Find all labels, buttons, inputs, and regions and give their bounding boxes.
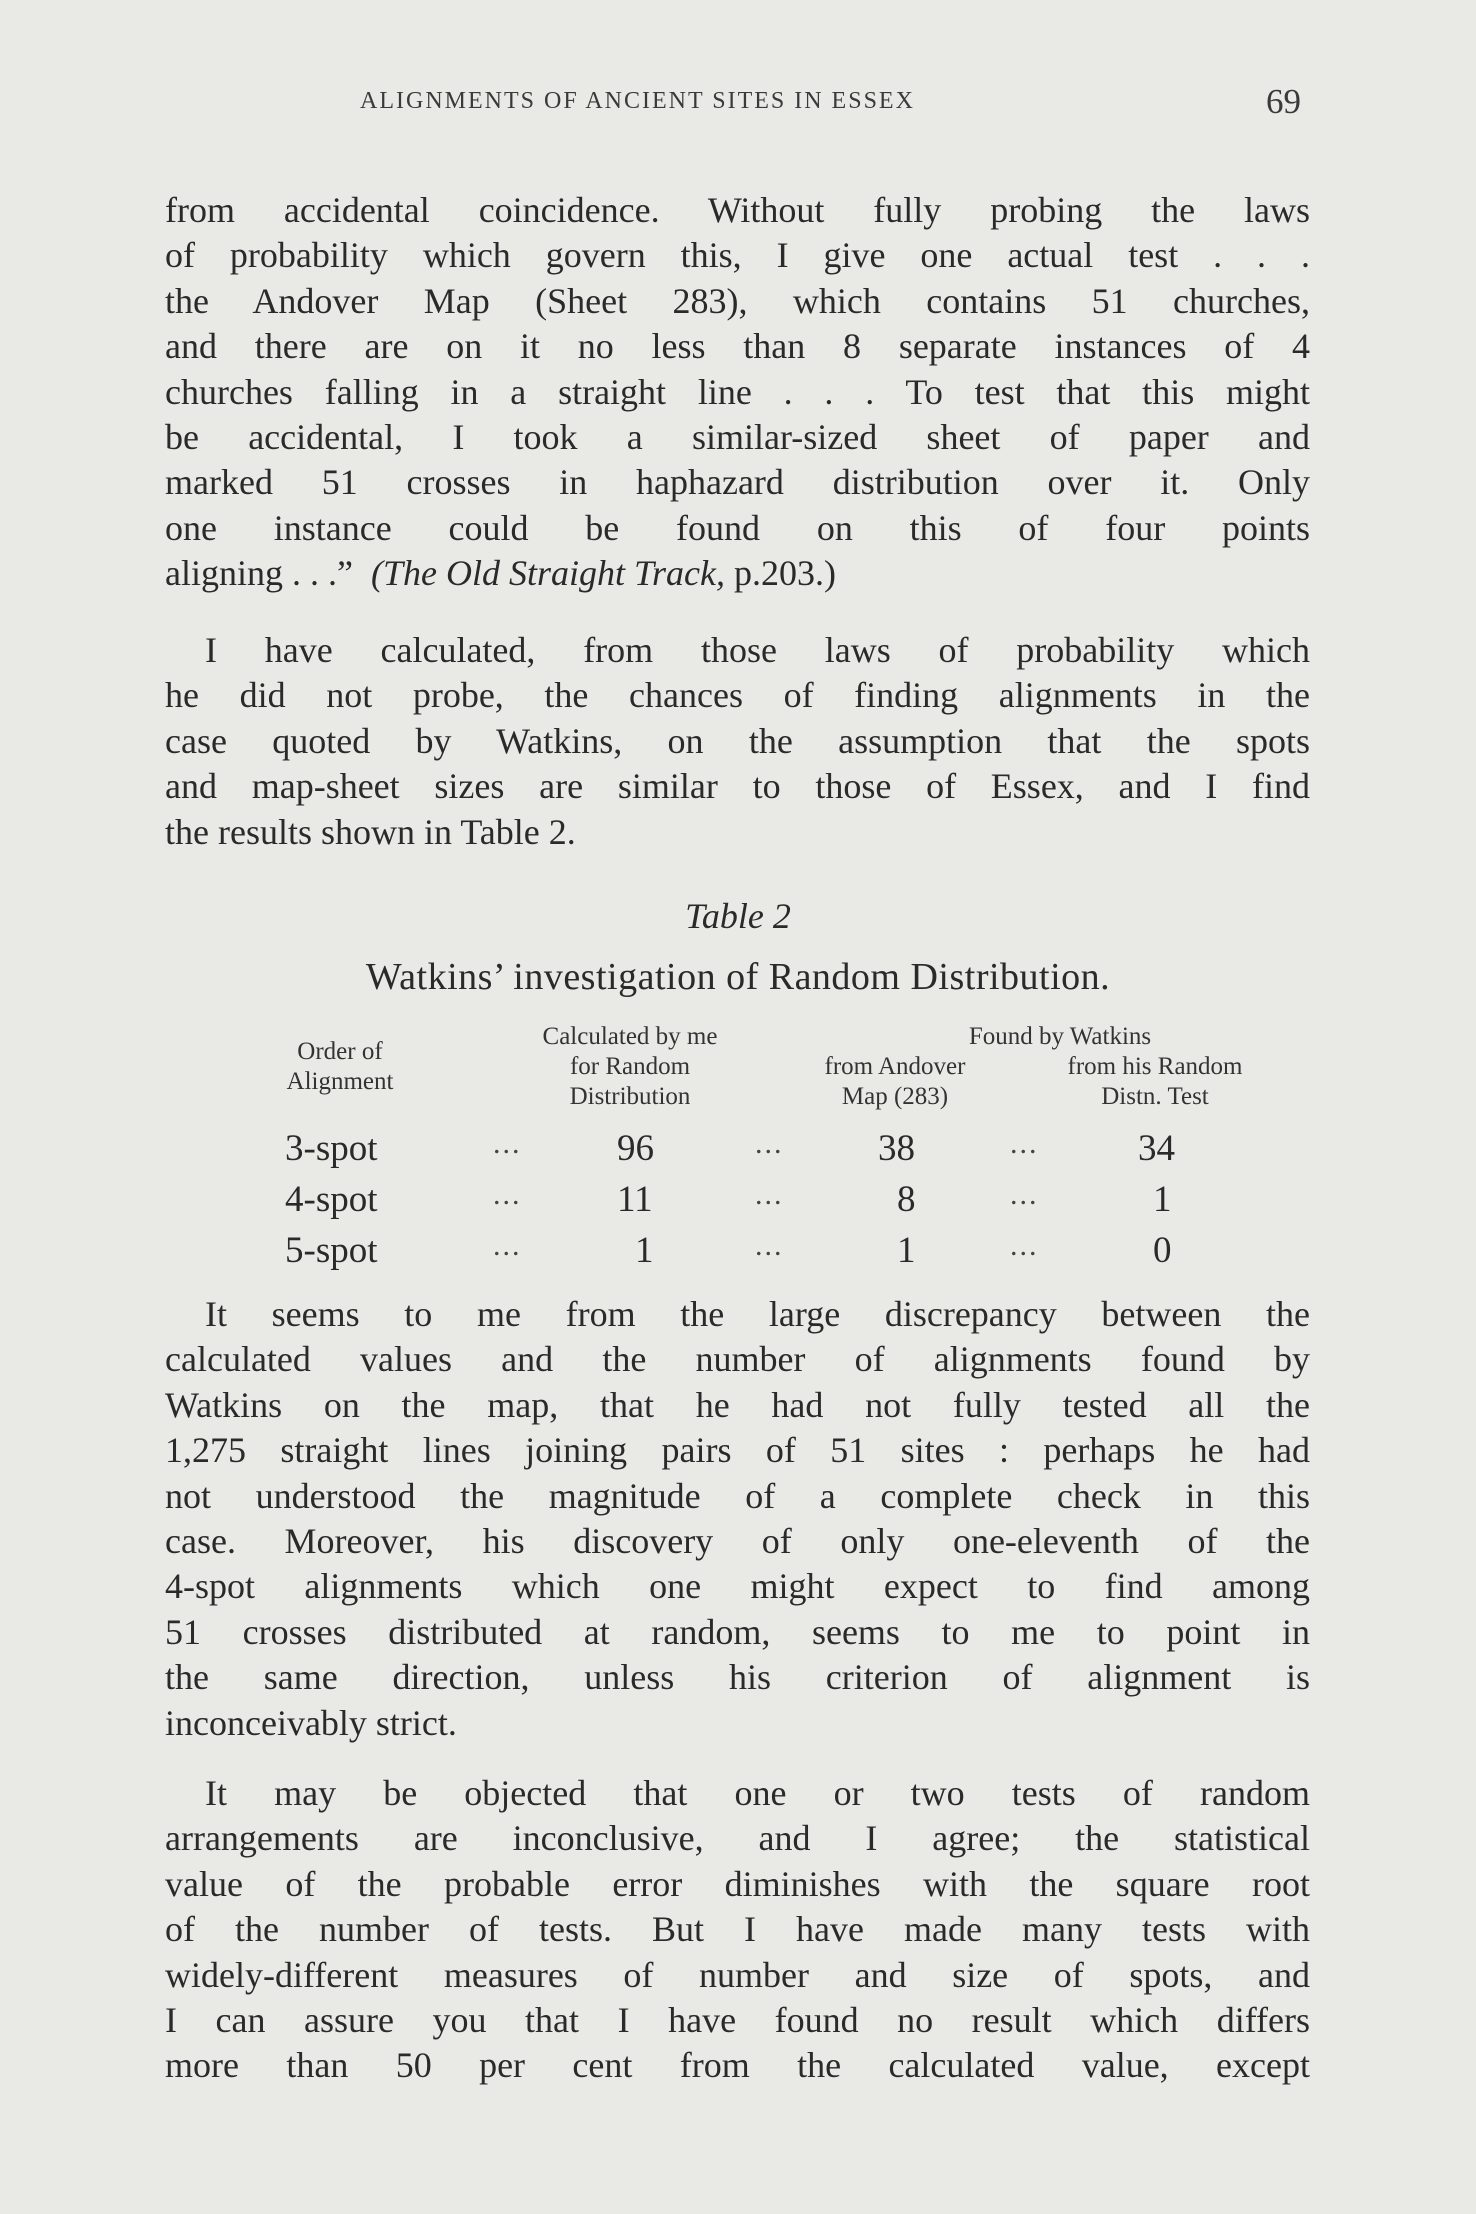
header-order-of-alignment [240,1037,440,1097]
leader-dots: ... [755,1178,784,1211]
text-line: widely-different measures of number and size of spots, and [165,1954,1310,1995]
text-line: calculated values and the number of alignments found by [165,1339,1310,1380]
header-from-andover [770,1052,1020,1112]
cell-andover: 38 [878,1128,915,1169]
text-line: case. Moreover, his discovery of only one-eleventh of the [165,1521,1310,1562]
cell-andover: 1 [897,1230,916,1271]
leader-dots: ... [755,1127,784,1160]
leader-dots: ... [493,1229,522,1262]
cell-random: 1 [1153,1179,1172,1220]
text-line: 4-spot alignments which one might expect to find among [165,1566,1310,1607]
header-found-by-watkins: Found by Watkins [968,1023,1152,1050]
text-line: I can assure you that I have found no result which differs [165,2000,1310,2041]
header-line: from Andover [824,1053,966,1080]
cell-calculated: 1 [635,1230,654,1271]
running-head: ALIGNMENTS OF ANCIENT SITES IN ESSEX [360,88,915,114]
header-line: from his Random [1067,1053,1243,1080]
header-line: Calculated by me [542,1023,718,1050]
cell-order: 5-spot [285,1230,378,1271]
leader-dots: ... [1010,1127,1039,1160]
text-line: not understood the magnitude of a complete check in this [165,1475,1310,1516]
leader-dots: ... [1010,1178,1039,1211]
header-calculated [480,1022,780,1112]
header-line: Distribution [569,1083,691,1110]
text-line: more than 50 per cent from the calculated value, except [165,2045,1310,2086]
cell-order: 3-spot [285,1128,378,1169]
text-line: of probability which govern this, I give one actual test . . . [165,235,1310,276]
text-line: It seems to me from the large discrepancy between the [205,1294,1310,1334]
text-line: one instance could be found on this of four points [165,507,1310,548]
paragraph-3 [165,1292,1310,1746]
page-number: 69 [1266,82,1301,121]
cell-random: 0 [1153,1230,1172,1271]
leader-dots: ... [755,1229,784,1262]
header-line: Map (283) [841,1083,949,1110]
text-line: and map-sheet sizes are similar to those of Essex, and I find [165,766,1310,807]
text-line: he did not probe, the chances of finding alignments in the [165,675,1310,716]
text-line: be accidental, I took a similar-sized sheet of paper and [165,417,1310,458]
text-line: and there are on it no less than 8 separate instances of 4 [165,326,1310,367]
header-line: Distn. Test [1101,1083,1209,1110]
text-line: marked 51 crosses in haphazard distribution over it. Only [165,462,1310,503]
text-line [165,551,1310,596]
header-line: Alignment [286,1068,394,1095]
text-line: of the number of tests. But I have made many tests with [165,1909,1310,1950]
text-line: Watkins on the map, that he had not fully tested all the [165,1384,1310,1425]
cell-calculated: 11 [617,1179,653,1220]
text-line: arrangements are inconclusive, and I agree; the statistical [165,1818,1310,1859]
text-line: churches falling in a straight line . . . To test that this might [165,371,1310,412]
paragraph-2 [165,628,1310,855]
text-line: 51 crosses distributed at random, seems to me to point in [165,1611,1310,1652]
paragraph-1 [165,188,1310,597]
table-caption: Table 2 [685,896,791,936]
text-line: I have calculated, from those laws of probability which [205,630,1310,670]
cell-order: 4-spot [285,1179,378,1220]
text-line: It may be objected that one or two tests of random [205,1773,1310,1813]
paragraph-4 [165,1771,1310,2089]
text-line: case quoted by Watkins, on the assumption that the spots [165,720,1310,761]
leader-dots: ... [493,1127,522,1160]
header-line: Order of [297,1038,383,1065]
text-fragment: aligning . . .” [165,553,353,594]
leader-dots: ... [1010,1229,1039,1262]
table-title: Watkins’ investigation of Random Distribution. [365,956,1111,998]
text-line: from accidental coincidence. Without fully probing the laws [165,190,1310,230]
text-line: value of the probable error diminishes with the square root [165,1863,1310,1904]
text-line: inconceivably strict. [165,1702,457,1743]
header-line: for Random [569,1053,691,1080]
citation-title: (The Old Straight Track, [370,553,725,594]
cell-andover: 8 [897,1179,916,1220]
citation-page: p.203.) [733,553,836,594]
header-from-random [1030,1052,1280,1112]
cell-random: 34 [1138,1128,1175,1169]
text-line: 1,275 straight lines joining pairs of 51 sites : perhaps he had [165,1430,1310,1471]
text-line: the results shown in Table 2. [165,811,576,852]
leader-dots: ... [493,1178,522,1211]
text-line: the Andover Map (Sheet 283), which contains 51 churches, [165,280,1310,321]
cell-calculated: 96 [617,1128,654,1169]
text-line: the same direction, unless his criterion of alignment is [165,1657,1310,1698]
